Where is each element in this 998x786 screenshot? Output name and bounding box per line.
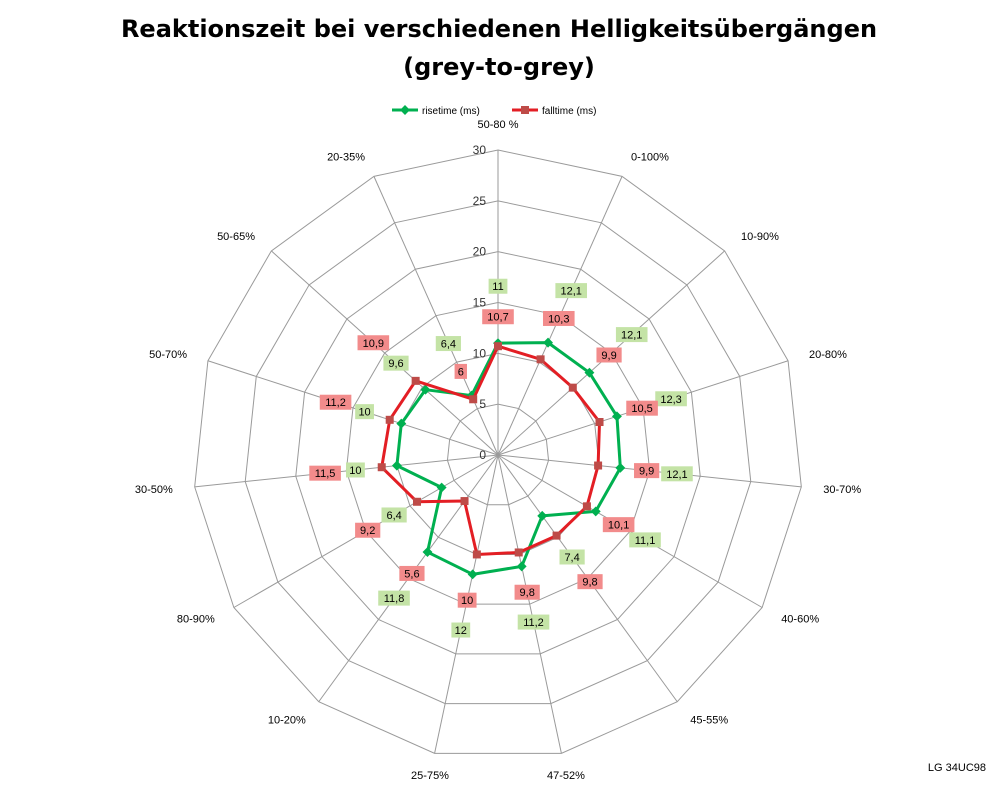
radial-tick-label: 30 (472, 143, 486, 157)
data-label-risetime (655, 391, 687, 406)
data-label-risetime (383, 356, 408, 371)
grid-spoke (208, 361, 498, 455)
data-label-text: 9,8 (519, 587, 535, 600)
falltime-point (469, 395, 477, 403)
category-label: 50-70% (149, 348, 188, 361)
data-label-risetime (560, 549, 585, 564)
falltime-point (553, 532, 561, 540)
risetime-point (517, 561, 527, 571)
data-label-text: 11,1 (634, 534, 656, 547)
category-label: 50-65% (217, 231, 255, 244)
category-label: 50-80 % (477, 119, 519, 131)
legend-entry-label: risetime (ms) (422, 106, 480, 117)
category-label: 0-100% (631, 151, 669, 164)
data-label-falltime (577, 574, 602, 589)
category-label: 30-70% (823, 484, 862, 497)
data-label-falltime (596, 347, 621, 362)
data-label-text: 9,9 (638, 465, 655, 478)
category-label: 25-75% (411, 769, 449, 782)
chart-title-line2: (grey-to-grey) (403, 53, 595, 81)
data-label-text: 6,4 (440, 338, 457, 351)
data-label-text: 11 (492, 281, 504, 294)
category-label: 10-20% (267, 714, 306, 727)
data-label-risetime (629, 532, 661, 547)
data-label-falltime (355, 523, 380, 538)
grid-spoke (271, 251, 498, 455)
data-label-text: 6 (457, 366, 464, 379)
data-label-risetime (661, 466, 693, 481)
data-label-text: 7,4 (564, 551, 580, 564)
series-layer (378, 338, 626, 580)
series-line-risetime (397, 343, 620, 575)
data-label-risetime (555, 283, 587, 298)
falltime-point (473, 550, 481, 558)
data-label-text: 10 (461, 595, 474, 608)
falltime-point (413, 498, 421, 506)
category-label: 45-55% (690, 714, 729, 727)
category-label: 47-52% (547, 769, 585, 782)
data-label-text: 10 (358, 406, 371, 419)
data-label-text: 11,2 (523, 617, 544, 630)
data-label-risetime (616, 327, 648, 342)
data-label-falltime (358, 335, 390, 350)
data-label-text: 12,3 (660, 393, 682, 406)
legend-marker (521, 106, 529, 114)
data-label-text: 10,7 (487, 311, 509, 324)
data-label-falltime (309, 466, 341, 481)
data-label-text: 11,5 (314, 468, 336, 481)
falltime-point (537, 355, 545, 363)
watermark-text: LG 34UC98 (927, 762, 986, 774)
data-label-text: 9,9 (601, 349, 617, 362)
data-label-falltime (603, 517, 635, 532)
risetime-point (468, 569, 478, 579)
data-label-falltime (455, 364, 467, 379)
radial-tick-label: 0 (479, 448, 486, 462)
falltime-point (594, 462, 602, 470)
category-label: 30-50% (134, 484, 173, 497)
data-label-risetime (346, 462, 365, 477)
data-label-falltime (515, 585, 540, 600)
category-label: 10-90% (741, 231, 779, 244)
radial-tick-label: 10 (472, 346, 486, 361)
chart-title-line1: Reaktionszeit bei verschiedenen Helligkeitsübergängen (120, 15, 878, 43)
radar-grid (195, 150, 802, 753)
data-label-text: 10,5 (631, 403, 653, 416)
risetime-point (437, 483, 447, 493)
data-label-risetime (382, 507, 407, 522)
data-label-risetime (378, 591, 410, 606)
legend (392, 105, 596, 117)
data-label-text: 10 (349, 464, 362, 477)
category-label: 40-60% (781, 613, 820, 626)
data-label-text: 11,2 (325, 397, 346, 410)
data-label-text: 10,3 (548, 313, 570, 326)
radial-tick-label: 5 (479, 397, 486, 412)
falltime-point (596, 418, 604, 426)
category-label: 20-80% (808, 348, 847, 361)
falltime-point (412, 377, 420, 385)
data-label-falltime (634, 463, 659, 478)
falltime-point (386, 416, 394, 424)
radial-tick-label: 20 (472, 244, 486, 259)
data-label-text: 12,1 (560, 285, 582, 298)
data-label-falltime (543, 311, 575, 326)
data-label-text: 6,4 (386, 509, 402, 522)
data-label-risetime (518, 615, 550, 630)
data-label-text: 12 (454, 625, 467, 638)
falltime-point (494, 342, 502, 350)
category-label: 20-35% (327, 151, 365, 164)
data-label-text: 9,6 (388, 358, 404, 371)
risetime-point (423, 547, 433, 557)
falltime-point (378, 463, 386, 471)
data-label-risetime (451, 623, 470, 638)
risetime-point (392, 461, 402, 471)
category-label: 80-90% (176, 613, 215, 626)
data-label-text: 9,8 (582, 576, 598, 589)
radial-tick-label: 15 (472, 295, 486, 310)
falltime-point (461, 497, 469, 505)
legend-entry-label: falltime (ms) (542, 106, 597, 117)
data-label-risetime (489, 279, 508, 294)
data-label-risetime (436, 336, 461, 351)
falltime-point (583, 502, 591, 510)
falltime-point (515, 548, 523, 556)
data-label-text: 11,8 (383, 593, 405, 606)
legend-marker (400, 105, 410, 115)
data-label-text: 9,2 (360, 525, 376, 538)
data-label-text: 5,6 (404, 568, 420, 581)
data-label-falltime (320, 395, 352, 410)
risetime-point (537, 511, 547, 521)
data-label-falltime (626, 401, 658, 416)
falltime-point (569, 384, 577, 392)
data-label-text: 12,1 (666, 468, 688, 481)
data-label-falltime (399, 566, 424, 581)
data-label-falltime (458, 593, 477, 608)
data-label-falltime (482, 309, 514, 324)
data-label-text: 10,9 (362, 337, 385, 350)
data-label-text: 12,1 (621, 329, 643, 342)
data-labels (309, 279, 692, 638)
radial-tick-label: 25 (472, 193, 486, 208)
data-label-risetime (355, 404, 374, 419)
data-label-text: 10,1 (607, 519, 630, 532)
